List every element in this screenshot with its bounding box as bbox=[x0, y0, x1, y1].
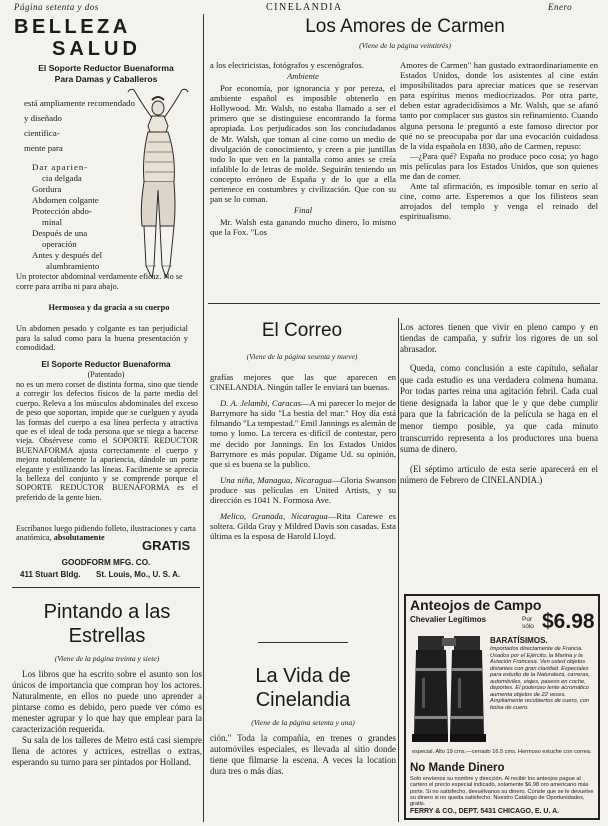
correo-c2-para-1: Los actores tienen que vivir en pleno campo y en tiendas de campaña, y sufrir los rigores de un sol abrasador. bbox=[400, 322, 598, 354]
intro-line: científica- bbox=[24, 128, 60, 138]
anteojos-order-text: Solo envíenos su nombre y dirección. Al recibir los anteojos pague al cartero el precio especial indicado, solamente $6.98 oro americano más porte. Si no satisfecho, devuélvanos su dinero. Conste que se le devuelve su dinero si no queda satisfecho. Nuestro Catálogo de Oportunidades, gratis. bbox=[410, 776, 594, 808]
benefit-item: Abdomen colgante bbox=[32, 195, 99, 205]
benefit-item: Antes y después del bbox=[32, 250, 103, 260]
vida-article bbox=[210, 664, 396, 777]
vida-title-1: La Vida de bbox=[255, 665, 351, 687]
pintando-title-2: Estrellas bbox=[68, 625, 146, 647]
page-number: Página setenta y dos bbox=[14, 2, 99, 12]
anteojos-company: FERRY & CO., DEPT. 5431 CHICAGO, E. U. A. bbox=[410, 808, 560, 815]
amores-c2-para-1: Amores de Carmen" han gustado extraordinariamente en Estados Unidos, donde los asistentes al cine están imposibilitados para apreciar matices que se reservan para espíritus menos mediocrizados. Por otra parte, deben estar agradecidísimos a Mr. Walsh, que se afanó tanto por complacer sus gustos sin refinamiento. Cuando alguna persona le preguntó a este famoso director por qué no se preocupaba por dar una evocación cuidadosa de la vida española en 1830, año de Carmen, repuso: bbox=[400, 60, 598, 151]
column-divider-left bbox=[203, 14, 204, 822]
benefit-item: Gordura bbox=[32, 184, 62, 194]
amores-c1-para-3: Mr. Walsh esta ganando mucho dinero, lo mismo que la Fox. "Los bbox=[210, 217, 396, 238]
ad-title-salud: SALUD bbox=[52, 38, 141, 60]
ad-offer-text: Escríbanos luego pidiendo folleto, ilustraciones y carta anatómica, bbox=[16, 524, 196, 543]
section-divider-top bbox=[208, 303, 600, 304]
ad-benefits bbox=[32, 162, 102, 272]
ad-subtitle-2: Para Damas y Caballeros bbox=[54, 74, 158, 84]
ad-gratis: GRATIS bbox=[142, 538, 191, 553]
intro-line: y diseñado bbox=[24, 113, 62, 123]
anteojos-subtitle: Chevalier Legítimos bbox=[410, 615, 487, 624]
correo-sender-3: Melico, Granada, Nicaragua bbox=[220, 511, 328, 522]
amores-c2-para-3: Ante tal afirmación, es imposible tomar en serio al cine, como arte. Esperemos a que los filisteos sean arrojados del templo y venga el reinado del espiritualismo. bbox=[400, 181, 598, 222]
ad-para-1: Un protector abdominal verdamente eficaz. No se corre para arriba ni para abajo. bbox=[16, 272, 183, 291]
correo-col-2 bbox=[400, 322, 598, 487]
anteojos-description: Importados directamente de Francia. Usados por el Ejército, la Marina y la Aviación Francesa. Ven usted objetos distantes con gran claridad. Especiales para estudio de la Naturaleza, carreras, automóviles, viajes, paseos en coche, deportes. El poderoso lente acromático aumenta objetos de 22 veces. Ampliamente recubiertos de cuero, con bolsa de cuero. bbox=[490, 646, 590, 711]
section-divider-left-bottom bbox=[12, 587, 200, 588]
pintando-para-2: Su sala de los talleres de Metro está casi siempre llena de actores y actrices, estrellas o extras, esperando su turno para ser pintados por Holland. bbox=[12, 735, 202, 767]
amores-col-2 bbox=[400, 60, 598, 222]
amores-c2-para-2: —¿Para qué? España no produce poco cosa; yo hago mis películas para los Estados Unidos, que son quienes me dan de comer. bbox=[400, 150, 598, 182]
belleza-salud-ad bbox=[12, 14, 202, 584]
vida-continuation: (Viene de la página setenta y una) bbox=[251, 718, 355, 727]
intro-line: está ampliamente recomendado bbox=[24, 98, 135, 108]
ad-title-belleza: BELLEZA bbox=[14, 16, 131, 38]
correo-continuation: (Viene de la página sesenta y nueve) bbox=[246, 352, 358, 361]
ad-offer-bold: absolutamente bbox=[53, 533, 105, 543]
correo-para-1: grafías mejores que las que aparecen en CINELANDIA. Ningún taller le enviará tan buenas. bbox=[210, 372, 396, 393]
correo-sender-1: D. A. Jelambi, Caracas bbox=[220, 398, 301, 409]
ad-product-name: El Soporte Reductor Buenaforma bbox=[41, 360, 171, 369]
anteojos-ad bbox=[404, 594, 600, 820]
correo-answer-3: —Rita Carewe es soltera. Gilda Gray y Mildred Davis son casadas. Esta última es la esposa de Harold Lloyd. bbox=[210, 511, 396, 542]
pintando-title-1: Pintando a las bbox=[43, 601, 171, 623]
correo-c2-para-3: (El séptimo artículo de esta serie aparecerá en el número de Febrero de CINELANDIA.) bbox=[400, 463, 598, 486]
benefit-item: Dar aparien- bbox=[32, 162, 89, 172]
anteojos-case: Hermoso estuche con correa. bbox=[518, 749, 592, 755]
benefit-item: minal bbox=[42, 217, 63, 227]
benefit-item: cia delgada bbox=[42, 173, 82, 183]
anteojos-title: Anteojos de Campo bbox=[410, 597, 542, 613]
correo-para-3 bbox=[210, 475, 396, 505]
correo-end-rule bbox=[258, 642, 348, 643]
correo-c2-para-2: Queda, como conclusión a este capítulo, señalar que cada estudio es una verdadera colmena humana. Por todas partes reina una agitación febril. Cada cual tiene designada la labor que le y que debe cumplir para que la fabricación de la película se haga en el menor tiempo posible, ya que cada minuto transcurrido representa a los productores una buena suma de dinero. bbox=[400, 363, 598, 455]
benefit-item: alumbramiento bbox=[46, 261, 100, 271]
benefit-item: Protección abdo- bbox=[32, 206, 92, 216]
anteojos-no-mande: No Mande Dinero bbox=[410, 762, 505, 774]
anteojos-size bbox=[412, 749, 598, 756]
vida-title-2: Cinelandia bbox=[255, 689, 351, 711]
intro-line: mente para bbox=[24, 143, 63, 153]
anteojos-baratisimos: BARATÍSIMOS. bbox=[490, 636, 548, 645]
correo-answer-1: —A mi parecer lo mejor de Barrymore ha sido "La bestia del mar." Hoy día está filmando "La tempestad." Emil Jannings es alemán de tomo y lomo. La tercera es difícil de contestar, pero me decido por Jannings. En los Estados Unidos Barrymore es más popular. Dígame Ud. su opinión, que si es buena se la publico. bbox=[210, 398, 397, 469]
amores-col-1 bbox=[210, 60, 396, 237]
amores-c1-para-1: a los electricistas, fotógrafos y escenógrafos. bbox=[210, 60, 364, 70]
benefit-item: Después de una bbox=[32, 228, 88, 238]
ad-address-right: St. Louis, Mo., U. S. A. bbox=[96, 570, 181, 579]
correo-title: El Correo bbox=[261, 320, 343, 341]
ad-subtitle-1: El Soporte Reductor Buenaforma bbox=[38, 63, 174, 73]
benefit-item: operación bbox=[42, 239, 77, 249]
ad-patent: (Patentado) bbox=[87, 370, 125, 379]
amores-c1-para-2: Por economía, por ignorancia y por pereza, el ambiente español es imposible obtenerlo en Hollywood. Mr. Walsh, no estaba llamado a ser el primero que se distinguiese encontrando la forma apropiada. Los perjudicados son los conciudadanos de Mr. Walsh, que toman al cine como un medio de divulgación de conocimiento, y creen a pie juntillas todo lo que ven en la pantalla como antes se creía infalible lo de letras de molde. Seguirán teniendo un concepto erróneo de España y de lo que a ella pertenece en costumbres y civilización. Que con su pan se lo coman. bbox=[210, 83, 396, 205]
ad-para-3: Un abdomen pesado y colgante es tan perjudicial para la salud como para la buena presentación y comodidad. bbox=[16, 324, 188, 353]
correo-answer-2: —Gloria Swanson produce sus películas en United Artists, y su dirección es 1041 N. Formosa Ave. bbox=[210, 474, 396, 506]
correo-col-1 bbox=[210, 372, 396, 541]
correo-para-2 bbox=[210, 398, 396, 469]
anteojos-especial: especial. bbox=[412, 749, 435, 755]
ad-para-2: Hermosea y da gracia a su cuerpo bbox=[48, 303, 170, 312]
correo-para-4 bbox=[210, 511, 396, 541]
binoculars-illustration bbox=[412, 628, 486, 746]
amores-article bbox=[208, 16, 602, 54]
anteojos-por-solo: Por sólo bbox=[522, 616, 534, 630]
ad-para-4: no es un mero corset de distinta forma, sino que tiende a corregir los defectos físicos de la parte media del cuerpo. Releva a los músculos abdominales del exceso de peso que soportan, impide que se cuelguen y ayuda las formas del cuerpo a esa línea perfecta y atractiva que es el ideal de toda persona que se niega a hacerse vieja. Obsérvese como el SOPORTE REDUCTOR BUENAFORMA ajusta correctamente el cuerpo y mejora notablemente la apariencia, dándole un porte elegante y estilizando las líneas. Facilmente se aprecia la belleza del conjunto y se comprende porque el SOPORTE REDUCTOR BUENAFORMA es el preferido de la gente bien. bbox=[16, 380, 198, 502]
ad-address-left: 411 Stuart Bldg. bbox=[20, 570, 81, 579]
ad-company: GOODFORM MFG. CO. bbox=[61, 558, 151, 567]
pintando-continuation: (Viene de la página treinta y siete) bbox=[54, 654, 160, 663]
anteojos-price: $6.98 bbox=[542, 610, 595, 633]
amores-continuation: (Viene de la página veintitrés) bbox=[359, 41, 451, 50]
anteojos-dimensions: Alto 19 cms.—cerrado 16.5 cms. bbox=[435, 749, 517, 755]
pintando-para-1: Los libros que ha escrito sobre el asunto son los únicos de importancia que compran hoy los actores. Naturalmente, en ellos no puede uno aprender a pintarse como es debido, pero puede ver cómo es menester agrupar y lo que hay que emplear para la caracterización requerida. bbox=[12, 669, 202, 734]
magazine-title: CINELANDIA bbox=[266, 2, 343, 13]
pintando-article bbox=[12, 600, 202, 768]
corset-woman-illustration bbox=[112, 86, 202, 286]
correo-header bbox=[208, 320, 396, 365]
amores-title: Los Amores de Carmen bbox=[305, 16, 505, 37]
amores-heading-final: Final bbox=[293, 206, 313, 216]
issue-month: Enero bbox=[548, 2, 573, 12]
amores-heading-ambiente: Ambiente bbox=[287, 72, 319, 82]
correo-sender-2: Una niña, Managua, Nicaragua bbox=[220, 474, 332, 485]
vida-para-1: ción." Toda la compañía, en trenes o grandes automóviles especiales, es llevada al sitio donde tiene que filmarse la escena. A veces la location dura tres o más días. bbox=[210, 733, 396, 776]
column-divider-middle bbox=[398, 318, 399, 822]
